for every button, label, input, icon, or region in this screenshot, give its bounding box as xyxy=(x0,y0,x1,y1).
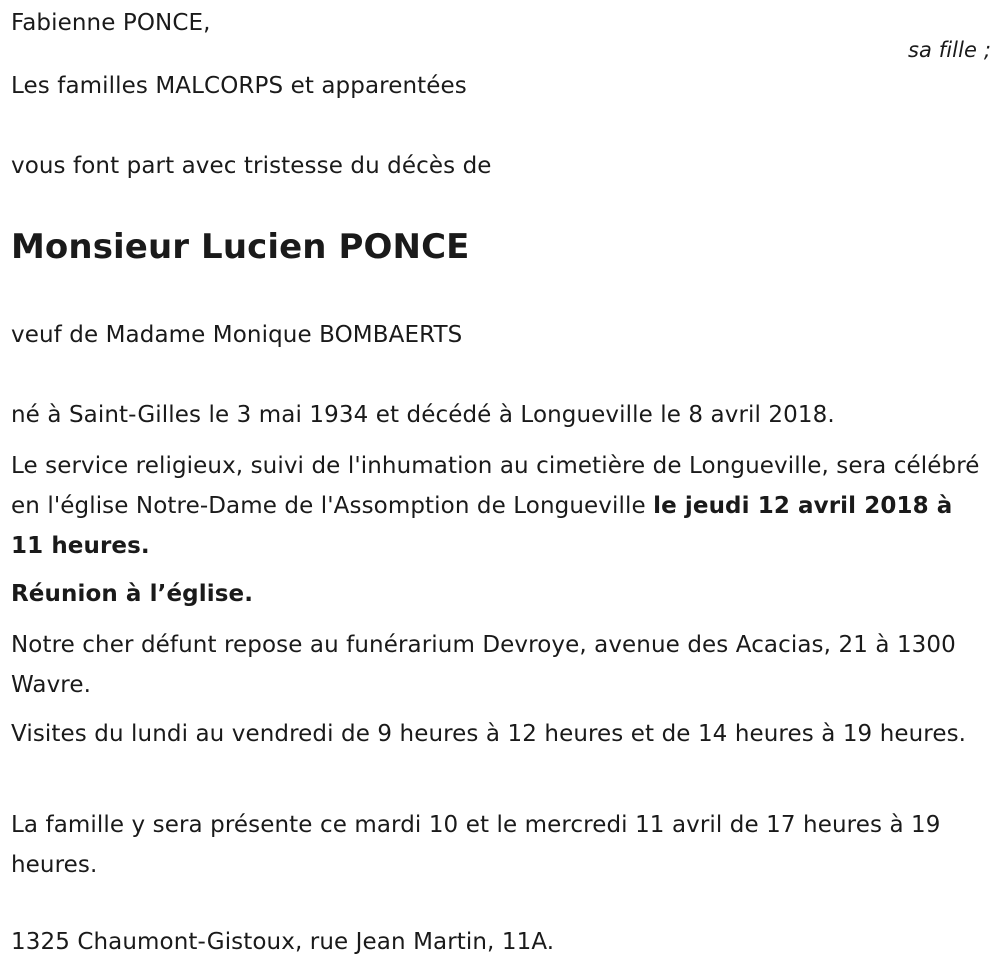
birth-death-line: né à Saint-Gilles le 3 mai 1934 et décédé à Longueville le 8 avril 2018. xyxy=(11,402,835,428)
visits-info: Visites du lundi au vendredi de 9 heures à 12 heures et de 14 heures à 19 heures. xyxy=(11,721,967,747)
family-role: sa fille ; xyxy=(907,38,991,62)
family-line-relatives: Les familles MALCORPS et apparentées xyxy=(11,73,467,99)
rest-location: Notre cher défunt repose au funérarium Devroye, avenue des Acacias, 21 à 1300 Wavre. xyxy=(11,632,956,698)
deceased-name: Monsieur Lucien PONCE xyxy=(11,227,470,267)
spouse-line: veuf de Madame Monique BOMBAERTS xyxy=(11,322,463,348)
family-presence: La famille y sera présente ce mardi 10 et le mercredi 11 avril de 17 heures à 19 heures. xyxy=(11,812,941,878)
service-paragraph xyxy=(11,446,991,566)
service-text: Le service religieux, suivi de l'inhumation au cimetière de Longueville, sera célébré en l'église Notre-Dame de l'Assomption de Longueville xyxy=(11,453,980,519)
gathering-line: Réunion à l’église. xyxy=(11,581,254,607)
service-datetime: le jeudi 12 avril 2018 à 11 heures. xyxy=(11,493,953,559)
address-line: 1325 Chaumont-Gistoux, rue Jean Martin, 11A. xyxy=(11,929,555,955)
announcement-intro: vous font part avec tristesse du décès de xyxy=(11,153,492,179)
family-line-daughter: Fabienne PONCE, xyxy=(11,10,211,36)
